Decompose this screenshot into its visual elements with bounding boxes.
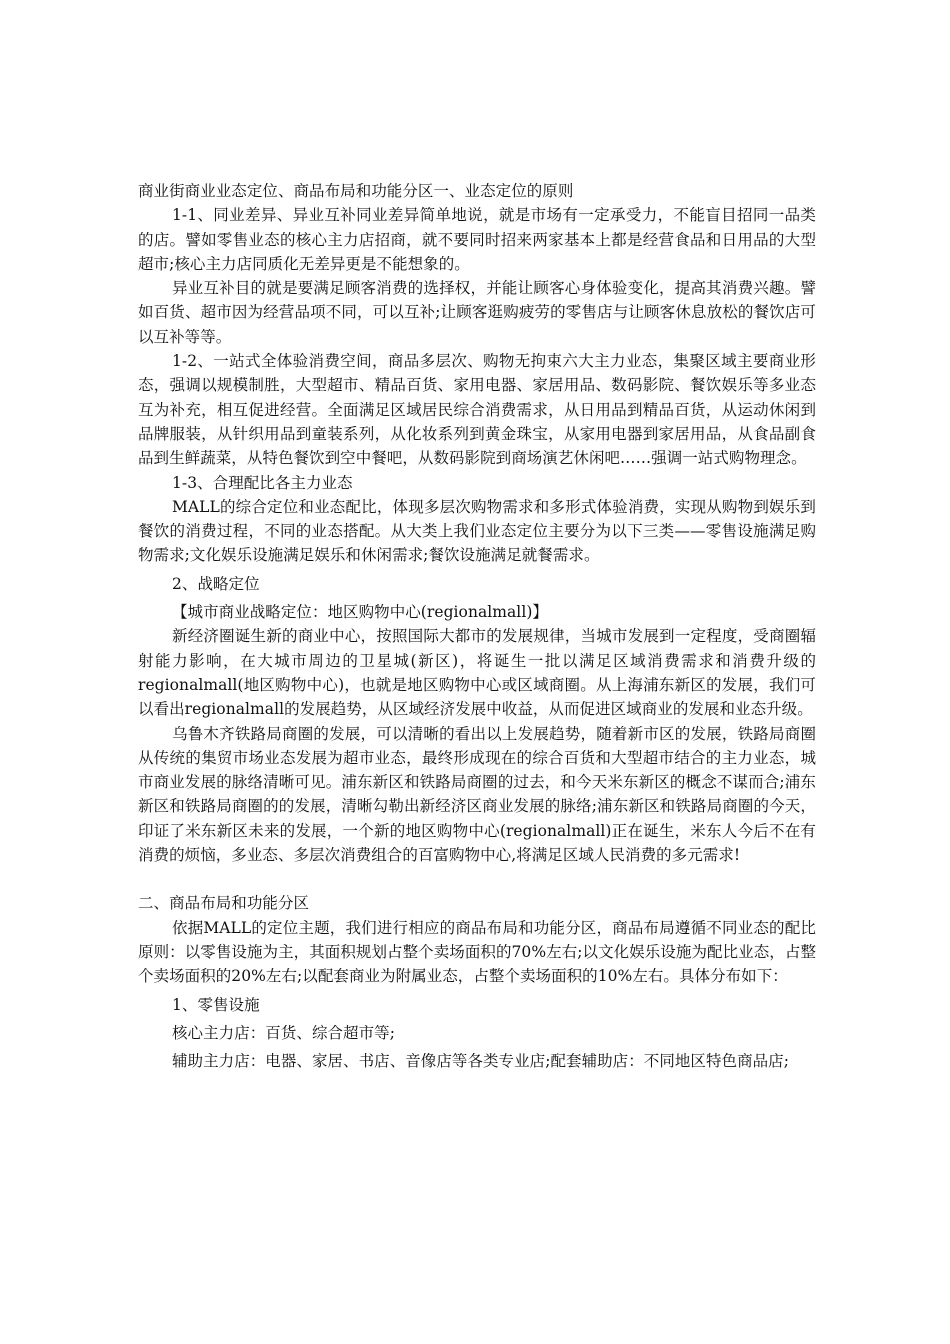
heading-strategic-positioning: 2、战略定位 — [172, 574, 260, 593]
heading-retail-facilities: 1、零售设施 — [172, 995, 260, 1014]
paragraph-complementary: 异业互补目的就是要满足顾客消费的选择权，并能让顾客心身体验变化，提高其消费兴趣。譬如百货、超市因为经营品项不同，可以互补;让顾客逛购疲劳的零售店与让顾客休息放松的餐饮店可以互补等等。 — [138, 279, 816, 346]
heading-1-3: 1-3、合理配比各主力业态 — [172, 473, 353, 492]
auxiliary-anchor-stores: 辅助主力店：电器、家居、书店、音像店等各类专业店;配套辅助店：不同地区特色商品店; — [172, 1052, 789, 1071]
paragraph-mall-positioning: MALL的综合定位和业态配比，体现多层次购物需求和多形式体验消费，实现从购物到娱乐到餐饮的消费过程，不同的业态搭配。从大类上我们业态定位主要分为以下三类——零售设施满足购物需求;文化娱乐设施满足娱乐和休闲需求;餐饮设施满足就餐需求。 — [138, 497, 816, 565]
document-title: 商业街商业业态定位、商品布局和功能分区一、业态定位的原则 — [138, 182, 574, 200]
paragraph-1-1: 1-1、同业差异、异业互补同业差异简单地说，就是市场有一定承受力，不能盲目招同一品类的店。譬如零售业态的核心主力店招商，就不要同时招来两家基本上都是经营食品和日用品的大型超市;核心主力店同质化无差异更是不能想象的。 — [138, 206, 816, 273]
strategic-positioning-title: 【城市商业战略定位：地区购物中心(regionalmall)】 — [172, 603, 548, 622]
core-anchor-stores: 核心主力店：百货、综合超市等; — [172, 1023, 395, 1042]
paragraph-new-economic-circle: 新经济圈诞生新的商业中心，按照国际大都市的发展规律，当城市发展到一定程度，受商圈辐射能力影响，在大城市周边的卫星城(新区)，将诞生一批以满足区域消费需求和消费升级的regionalmall(地区购物中心)，也就是地区购物中心或区域商圈。从上海浦东新区的发展，我们可以看出regionalmall的发展趋势，从区域经济发展中收益，从而促进区域商业的发展和业态升级。 — [138, 627, 816, 719]
section-two-heading: 二、商品布局和功能分区 — [138, 894, 310, 913]
document-body — [138, 179, 816, 1073]
paragraph-1-2: 1-2、一站式全体验消费空间，商品多层次、购物无拘束六大主力业态，集聚区域主要商业形态，强调以规模制胜，大型超市、精品百货、家用电器、家居用品、数码影院、餐饮娱乐等多业态互为补充，相互促进经营。全面满足区域居民综合消费需求，从日用品到精品百货，从运动休闲到品牌服装，从针织用品到童装系列，从化妆系列到黄金珠宝，从家用电器到家居用品，从食品副食品到生鲜蔬菜，从特色餐饮到空中餐吧，从数码影院到商场演艺休闲吧……强调一站式购物理念。 — [138, 352, 816, 468]
paragraph-layout-principle: 依据MALL的定位主题，我们进行相应的商品布局和功能分区，商品布局遵循不同业态的配比原则：以零售设施为主，其面积规划占整个卖场面积的70%左右;以文化娱乐设施为配比业态，占整个卖场面积的20%左右;以配套商业为附属业态，占整个卖场面积的10%左右。具体分布如下： — [138, 918, 816, 986]
paragraph-urumqi-railway: 乌鲁木齐铁路局商圈的发展，可以清晰的看出以上发展趋势，随着新市区的发展，铁路局商圈从传统的集贸市场业态发展为超市业态，最终形成现在的综合百货和大型超市结合的主力业态，城市商业发展的脉络清晰可见。浦东新区和铁路局商圈的过去，和今天米东新区的概念不谋而合;浦东新区和铁路局商圈的的发展，清晰勾勒出新经济区商业发展的脉络;浦东新区和铁路局商圈的今天，印证了米东新区未来的发展，一个新的地区购物中心(regionalmall)正在诞生，米东人今后不在有消费的烦恼，多业态、多层次消费组合的百富购物中心,将满足区域人民消费的多元需求! — [138, 724, 816, 865]
